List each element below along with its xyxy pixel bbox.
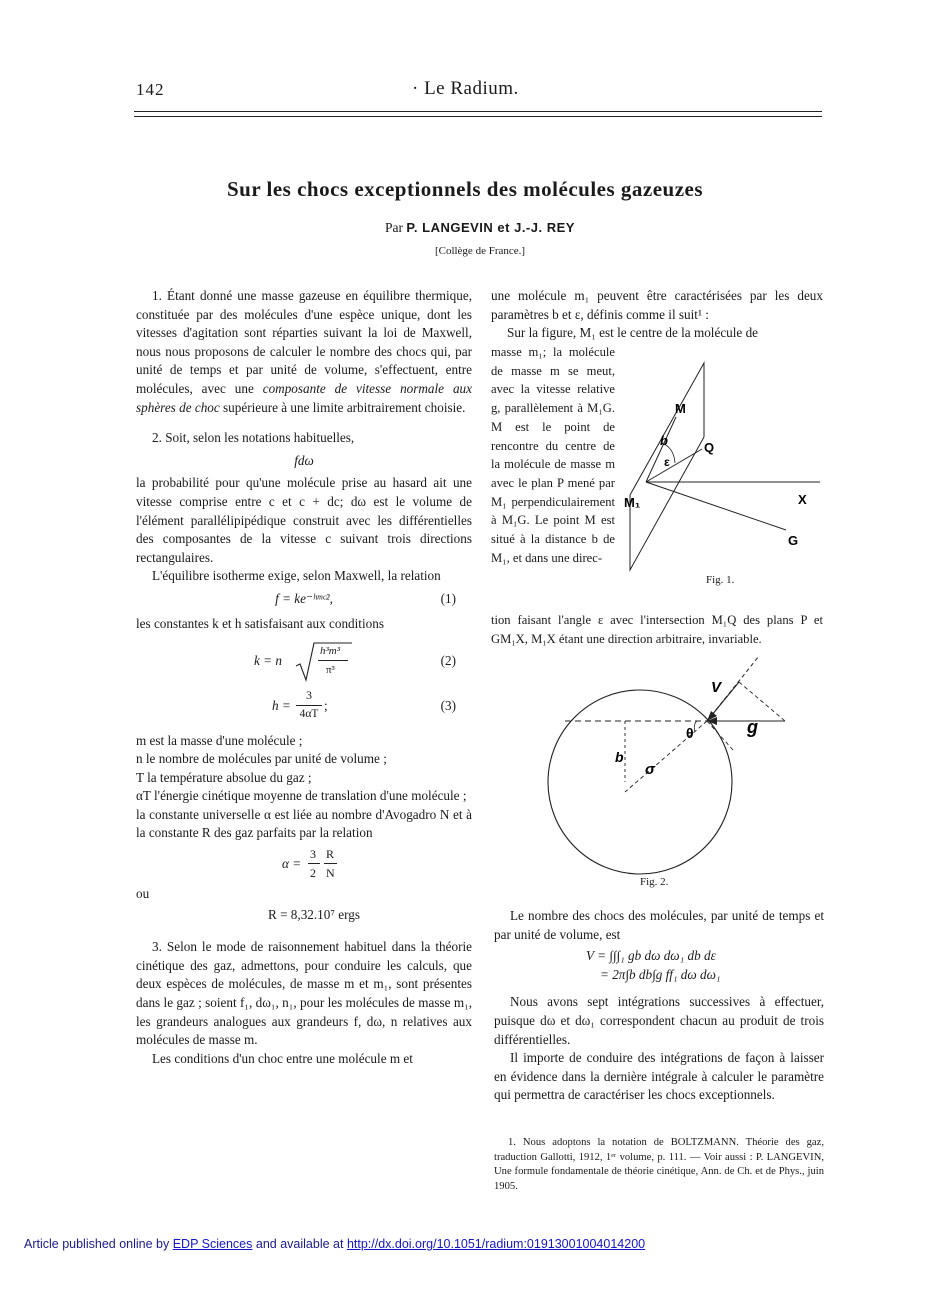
definition-item: n le nombre de molécules par unité de volume ; xyxy=(136,751,387,767)
equation-4-c: R xyxy=(326,847,335,862)
text-ou: ou xyxy=(136,886,150,902)
article-title: Sur les chocs exceptionnels des molécules gazeuzes xyxy=(226,177,704,201)
figure-1-label-g: G xyxy=(788,533,799,548)
doi-link[interactable]: http://dx.doi.org/10.1051/radium:01913001004014200 xyxy=(346,1237,646,1251)
figure-2-label-theta: θ xyxy=(686,725,694,741)
edp-sciences-link[interactable]: EDP Sciences xyxy=(172,1237,253,1251)
equation-2-number: (2) xyxy=(440,652,456,668)
figure-2 xyxy=(535,652,795,882)
paragraph-1-italic: composante de vitesse normale aux sphères de choc xyxy=(136,380,472,415)
equation-3-denominator: 4αT xyxy=(299,707,319,720)
figure-2-label-b: b xyxy=(615,749,624,765)
equation-4-a: 3 xyxy=(310,847,316,862)
equation-4-bar-a xyxy=(308,863,320,864)
paragraph-2: 2. Soit, selon les notations habituelles, xyxy=(152,430,355,446)
right-paragraph-2-start: Sur la figure, M₁ est le centre de la molécule de xyxy=(507,325,759,340)
equation-1 xyxy=(136,590,472,609)
figure-1-label-x: X xyxy=(798,492,807,507)
equation-2-rad-denominator: π³ xyxy=(326,663,335,676)
right-column-lower xyxy=(494,907,824,1105)
right-paragraph-5: Il importe de conduire des intégrations de façon à laisser en évidence dans la dernière intégrale à calculer le paramètre qui permettra de caractériser les chocs exceptionnels. xyxy=(494,1050,824,1103)
equation-4-lhs: α = xyxy=(282,856,302,872)
header-rule-top xyxy=(134,111,822,112)
right-paragraph-2-wrap: masse m₁; la molécule de masse m se meut, avec la vitesse relative g, parallèlement à M₁G. M est le point de rencontre du centre de la molécule de masse m avec le plan P mené par M₁ perpendiculairement à M₁G. Le point M est situé à la distance b de M₁, et dans une direc- xyxy=(491,345,615,565)
definition-item: αT l'énergie cinétique moyenne de translation d'une molécule ; xyxy=(136,788,467,804)
equation-3-lhs: h = xyxy=(272,697,291,713)
equation-2-rad-numerator: h³m³ xyxy=(320,644,341,657)
figure-2-label-sigma: σ xyxy=(645,761,655,778)
equation-3-number: (3) xyxy=(440,697,456,713)
figure-1-label-eps: ε xyxy=(664,455,670,469)
definitions-list xyxy=(136,732,472,806)
figure-1 xyxy=(620,345,830,575)
footnote xyxy=(494,1136,824,1194)
paragraph-6: la constante universelle α est liée au nombre d'Avogadro N et à la constante R des gaz parfaits par la relation xyxy=(136,806,472,841)
figure-1-caption: Fig. 1. xyxy=(706,574,735,586)
right-paragraph-1: une molécule m₁ peuvent être caractérisées par les deux paramètres b et ε, définis comme il suit¹ : xyxy=(491,288,823,322)
figure-2-caption: Fig. 2. xyxy=(640,876,669,888)
equation-1-body: f = ke⁻ʰᵐᶜ², xyxy=(275,590,333,606)
equation-2 xyxy=(136,640,472,686)
equation-4-d: N xyxy=(326,866,335,881)
definition-item: T la température absolue du gaz ; xyxy=(136,769,312,785)
paragraph-8: Les conditions d'un choc entre une molécule m et xyxy=(152,1050,413,1066)
equation-2-lhs: k = n xyxy=(254,652,282,668)
equation-5: R = 8,32.10⁷ ergs xyxy=(267,906,361,922)
right-paragraph-2-end: tion faisant l'angle ε avec l'intersection M₁Q des plans P et GM₁X, M₁X étant une direction arbitraire, invariable. xyxy=(491,613,823,646)
publication-middle: and available at xyxy=(255,1237,344,1251)
paragraph-3: la probabilité pour qu'une molécule prise au hasard ait une vitesse comprise entre c et c + dc; dω est le volume de l'élément parallélipipédique construit avec les différentielles des composantes de la vitesse c suivant trois directions rectangulaires. xyxy=(136,475,472,565)
paragraph-7: 3. Selon le mode de raisonnement habituel dans la théorie cinétique des gaz, admettons, pour conduire les calculs, que deux espèces de molécules, de masse m et m₁, sont présentes dans le gaz ; soient f₁, dω₁, n₁, pour les molécules de masse m₁, les grandeurs analogues aux grandeurs f, dω, n relatives aux molécules de masse m. xyxy=(136,939,472,1048)
authors-prefix: Par xyxy=(385,220,404,235)
paragraph-1-end: supérieure à une limite arbitrairement choisie. xyxy=(223,399,466,415)
footnote-1: 1. Nous adoptons la notation de BOLTZMANN. Théorie des gaz, traduction Gallotti, 1912, 1ᵉʳ volume, p. 111. — Voir aussi : P. LANGEVIN, Une formule fondamentale de théorie cinétique, Ann. de Ch. et de Phys., juin 1905. xyxy=(494,1137,824,1192)
publication-notice xyxy=(24,1237,645,1251)
equation-v-line-2: = 2π∫b db∫g ff₁ dω dω₁ xyxy=(600,966,721,982)
equation-3-numerator: 3 xyxy=(306,687,312,702)
figure-1-label-m: M xyxy=(675,401,686,416)
figure-1-label-m1: M₁ xyxy=(624,495,641,510)
paragraph-1-text: 1. Étant donné une masse gazeuse en équilibre thermique, constituée par des molécules d'une espèce unique, dont les vitesses d'agitation sont réparties suivant la loi de Maxwell, nous nous proposons de calculer le nombre des chocs qui, par unité de temps et par unité de volume, s'effectuent, entre molécules, avec une xyxy=(136,288,472,396)
equation-3: h = 3 4αT ; (3) xyxy=(136,688,472,726)
paragraph-4: L'équilibre isotherme exige, selon Maxwell, la relation xyxy=(152,568,441,584)
authors-names: P. LANGEVIN et J.-J. REY xyxy=(406,220,575,235)
paragraph-5: les constantes k et h satisfaisant aux conditions xyxy=(136,615,384,631)
figure-2-label-g: g xyxy=(747,717,758,737)
figure-1-label-b: b xyxy=(660,433,668,448)
figure-2-label-v: V xyxy=(711,679,722,696)
definition-item: m est la masse d'une molécule ; xyxy=(136,732,303,748)
affiliation: [Collège de France.] xyxy=(434,245,526,257)
equation-4 xyxy=(136,845,472,885)
page-number: 142 xyxy=(136,80,165,99)
left-column xyxy=(136,287,472,1068)
header-rule-bottom xyxy=(134,116,822,117)
equation-v-line-1: V = ∫∫∫₁ gb dω dω₁ db dε xyxy=(586,948,716,964)
publication-prefix: Article published online by xyxy=(24,1237,170,1251)
equation-1-number: (1) xyxy=(440,590,456,606)
journal-title: · Le Radium. xyxy=(412,78,519,99)
equation-fdw: fdω xyxy=(294,452,314,468)
equation-4-bar-b xyxy=(324,863,337,864)
authors-line xyxy=(0,220,930,236)
paragraph-1 xyxy=(136,287,472,417)
figure-1-label-q: Q xyxy=(704,440,715,455)
right-paragraph-4: Nous avons sept intégrations successives à effectuer, puisque dω et dω₁ correspondent chacun au produit de trois différentielles. xyxy=(494,994,824,1047)
equation-4-b: 2 xyxy=(310,866,316,881)
right-paragraph-3: Le nombre des chocs des molécules, par unité de temps et par unité de volume, est xyxy=(494,908,824,942)
